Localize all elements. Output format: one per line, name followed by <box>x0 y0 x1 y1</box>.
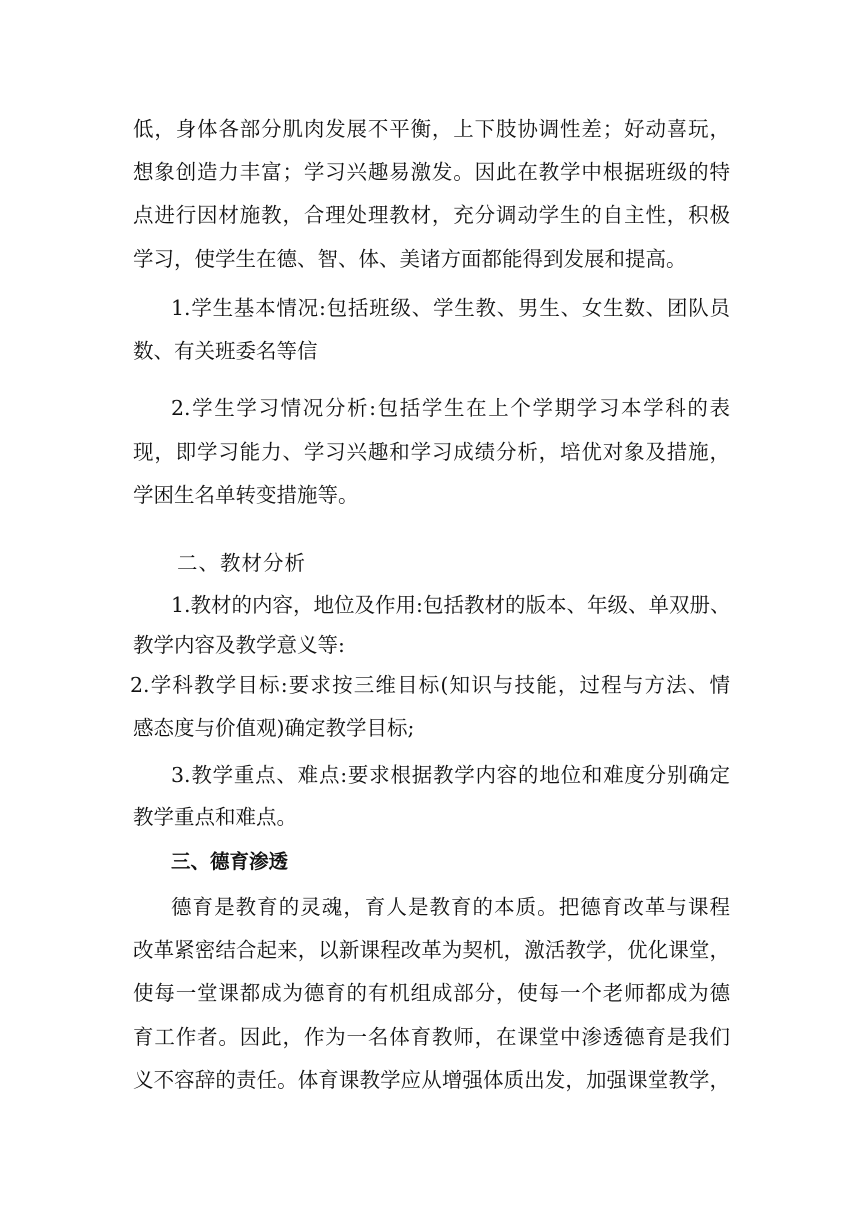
list-item-line: 3.教学重点、难点:要求根据教学内容的地位和难度分别确定 <box>171 763 730 787</box>
paragraph-line: 学习，使学生在德、智、体、美诸方面都能得到发展和提高。 <box>133 247 687 271</box>
list-item-line: 教学内容及教学意义等: <box>133 633 345 657</box>
list-item-line: 感态度与价值观)确定教学目标; <box>133 716 415 740</box>
list-item-line: 1.教材的内容，地位及作用:包括教材的版本、年级、单双册、 <box>171 593 731 617</box>
list-item-line: 现，即学习能力、学习兴趣和学习成绩分析，培优对象及措施， <box>133 440 730 464</box>
list-item-line: 1.学生基本情况:包括班级、学生教、男生、女生数、团队员 <box>171 296 730 320</box>
list-item-line: 2.学生学习情况分析:包括学生在上个学期学习本学科的表 <box>171 396 730 420</box>
paragraph-line: 想象创造力丰富；学习兴趣易激发。因此在教学中根据班级的特 <box>133 160 730 184</box>
paragraph-line: 德育是教育的灵魂，育人是教育的本质。把德育改革与课程 <box>171 895 730 919</box>
list-item-line: 数、有关班委名等信 <box>133 339 318 363</box>
paragraph-line: 改革紧密结合起来，以新课程改革为契机，激活教学，优化课堂， <box>133 938 730 962</box>
section-heading: 二、教材分析 <box>177 551 306 575</box>
list-item-line: 教学重点和难点。 <box>133 805 297 829</box>
list-item-line: 学困生名单转变措施等。 <box>133 483 359 507</box>
list-item-line: 2.学科教学目标:要求按三维目标(知识与技能，过程与方法、情 <box>130 673 730 697</box>
paragraph-line: 点进行因材施教，合理处理教材，充分调动学生的自主性，积极 <box>133 203 730 227</box>
paragraph-line: 使每一堂课都成为德育的有机组成部分，使每一个老师都成为德 <box>133 981 730 1005</box>
paragraph-line: 义不容辞的责任。体育课教学应从增强体质出发，加强课堂教学， <box>133 1068 730 1092</box>
paragraph-line: 育工作者。因此，作为一名体育教师，在课堂中渗透德育是我们 <box>133 1025 730 1049</box>
section-heading: 三、德育渗透 <box>171 850 289 873</box>
paragraph-line: 低，身体各部分肌肉发展不平衡，上下肢协调性差；好动喜玩， <box>133 117 730 141</box>
